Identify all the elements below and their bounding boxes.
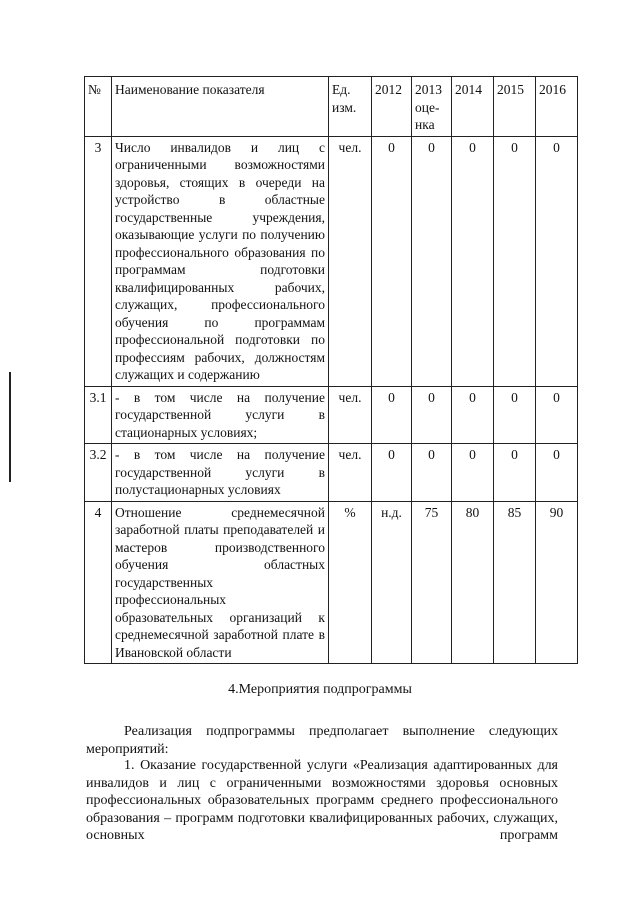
value-cell: 0 xyxy=(494,444,536,502)
unit-cell: чел. xyxy=(329,444,372,502)
header-year: 2013 оце-нка xyxy=(412,77,452,137)
header-unit: Ед. изм. xyxy=(329,77,372,137)
value-cell: 0 xyxy=(536,386,578,444)
row-number: 3 xyxy=(85,136,112,386)
value-cell: 0 xyxy=(372,444,412,502)
value-cell: 0 xyxy=(452,386,494,444)
value-cell: 0 xyxy=(452,136,494,386)
value-cell: 75 xyxy=(412,501,452,664)
margin-line xyxy=(9,372,11,482)
unit-cell: чел. xyxy=(329,136,372,386)
value-cell: н.д. xyxy=(372,501,412,664)
value-cell: 0 xyxy=(412,136,452,386)
table-header-row xyxy=(85,77,578,137)
value-cell: 0 xyxy=(372,386,412,444)
unit-cell: чел. xyxy=(329,386,372,444)
header-year: 2015 xyxy=(494,77,536,137)
header-year: 2016 xyxy=(536,77,578,137)
header-name: Наименование показателя xyxy=(112,77,329,137)
value-cell: 85 xyxy=(494,501,536,664)
indicator-name: Отношение среднемесячной заработной платы преподавателей и мастеров производственного обучения областных государственных профессиональных образовательных организаций к среднемесячной заработной плате в Ивановской области xyxy=(112,501,329,664)
header-year: 2012 xyxy=(372,77,412,137)
value-cell: 0 xyxy=(452,444,494,502)
body-paragraph: Реализация подпрограммы предполагает выполнение следующих мероприятий: xyxy=(86,724,558,757)
indicator-name: - в том числе на получение государственной услуги в полустационарных условиях xyxy=(112,444,329,502)
value-cell: 0 xyxy=(494,136,536,386)
row-number: 3.2 xyxy=(85,444,112,502)
unit-cell: % xyxy=(329,501,372,664)
indicator-name: Число инвалидов и лиц с ограниченными возможностями здоровья, стоящих в очереди на устройство в областные государственные учреждения, оказывающие услуги по получению профессионального образования по программам подготовки квалифицированных рабочих, служащих, профессионального обучения по программам профессиональной подготовки по профессиям рабочих, должностям служащих и содержанию xyxy=(112,136,329,386)
header-number: № xyxy=(85,77,112,137)
table-row xyxy=(85,444,578,502)
value-cell: 0 xyxy=(536,444,578,502)
value-cell: 90 xyxy=(536,501,578,664)
table-row xyxy=(85,501,578,664)
row-number: 4 xyxy=(85,501,112,664)
indicators-table xyxy=(84,76,578,664)
value-cell: 80 xyxy=(452,501,494,664)
value-cell: 0 xyxy=(412,444,452,502)
value-cell: 0 xyxy=(412,386,452,444)
value-cell: 0 xyxy=(494,386,536,444)
section-heading: 4.Мероприятия подпрограммы xyxy=(228,682,412,697)
row-number: 3.1 xyxy=(85,386,112,444)
table-row xyxy=(85,136,578,386)
table-row xyxy=(85,386,578,444)
value-cell: 0 xyxy=(536,136,578,386)
value-cell: 0 xyxy=(372,136,412,386)
header-year: 2014 xyxy=(452,77,494,137)
indicator-name: - в том числе на получение государственной услуги в стационарных условиях; xyxy=(112,386,329,444)
body-paragraph: 1. Оказание государственной услуги «Реализация адаптированных для инвалидов и лиц с ограниченными возможностями здоровья основных профессиональных образовательных программ среднего профессионального образования – программ подготовки квалифицированных рабочих, служащих, основных программ xyxy=(86,758,558,843)
